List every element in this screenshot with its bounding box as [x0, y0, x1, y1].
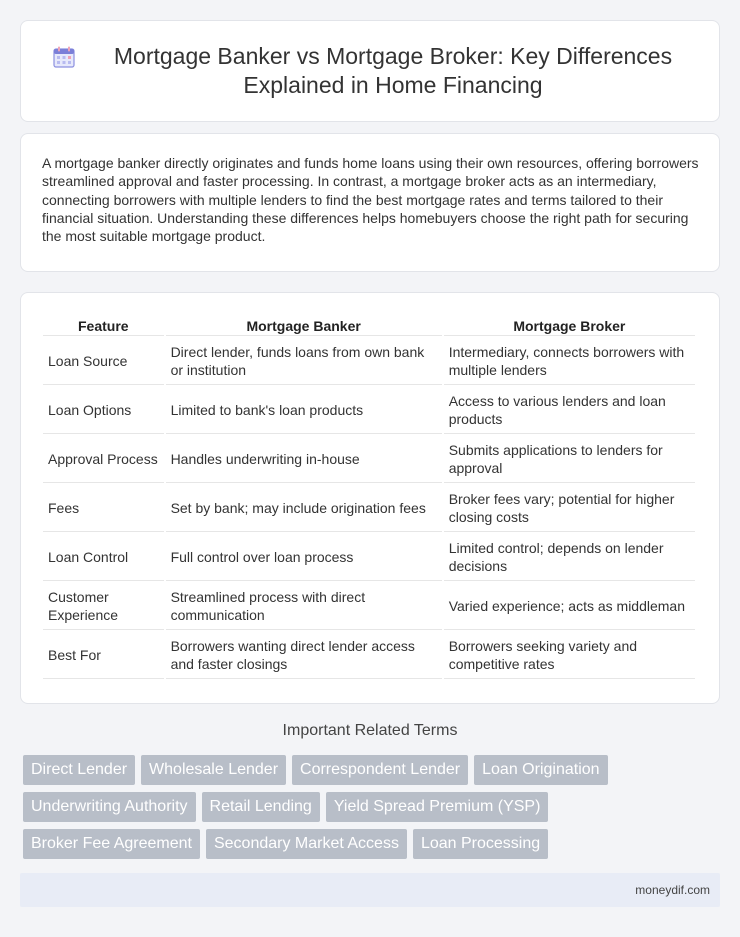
comparison-card [20, 292, 720, 704]
table-row [43, 387, 695, 434]
page-title: Mortgage Banker vs Mortgage Broker: Key Differences Explained in Home Financing [113, 43, 673, 98]
broker-cell: Intermediary, connects borrowers with multiple lenders [444, 338, 695, 385]
intro-paragraph: A mortgage banker directly originates and funds home loans using their own resources, offering borrowers streamlined approval and faster processing. In contrast, a mortgage broker acts as an intermediary, connecting borrowers with multiple lenders to find the best mortgage rates and terms tailored to their financial situation. Understanding these differences helps homebuyers choose the right path for securing the most suitable mortgage product. [42, 155, 699, 245]
banker-cell: Borrowers wanting direct lender access and faster closings [166, 632, 442, 679]
header-mortgage-broker: Mortgage Broker [444, 315, 695, 336]
related-terms-title: Important Related Terms [282, 722, 458, 739]
table-row [43, 534, 695, 581]
title-wrap [52, 42, 688, 100]
banker-cell: Full control over loan process [166, 534, 442, 581]
banker-cell: Direct lender, funds loans from own bank or institution [166, 338, 442, 385]
tag-retail-lending[interactable]: Retail Lending [202, 792, 320, 822]
table-row [43, 485, 695, 532]
feature-cell: Loan Source [43, 338, 164, 385]
feature-cell: Loan Options [43, 387, 164, 434]
feature-cell: Best For [43, 632, 164, 679]
tag-loan-origination[interactable]: Loan Origination [474, 755, 607, 785]
tag-underwriting-authority[interactable]: Underwriting Authority [23, 792, 196, 822]
tag-loan-processing[interactable]: Loan Processing [413, 829, 548, 859]
intro-card [20, 133, 720, 272]
feature-cell: Loan Control [43, 534, 164, 581]
table-row [43, 583, 695, 630]
tag-row [23, 755, 713, 785]
tag-wholesale-lender[interactable]: Wholesale Lender [141, 755, 286, 785]
header-feature: Feature [43, 315, 164, 336]
table-row [43, 632, 695, 679]
broker-cell: Borrowers seeking variety and competitive rates [444, 632, 695, 679]
broker-cell: Limited control; depends on lender decisions [444, 534, 695, 581]
related-terms [23, 755, 713, 866]
tag-broker-fee-agreement[interactable]: Broker Fee Agreement [23, 829, 200, 859]
feature-cell: Fees [43, 485, 164, 532]
tag-correspondent-lender[interactable]: Correspondent Lender [292, 755, 468, 785]
banker-cell: Set by bank; may include origination fees [166, 485, 442, 532]
tag-secondary-market-access[interactable]: Secondary Market Access [206, 829, 407, 859]
broker-cell: Access to various lenders and loan products [444, 387, 695, 434]
tag-direct-lender[interactable]: Direct Lender [23, 755, 135, 785]
footer-site[interactable]: moneydif.com [635, 883, 710, 897]
tag-yield-spread-premium[interactable]: Yield Spread Premium (YSP) [326, 792, 549, 822]
table-row [43, 338, 695, 385]
comparison-table [41, 313, 697, 681]
feature-cell: Customer Experience [43, 583, 164, 630]
banker-cell: Handles underwriting in-house [166, 436, 442, 483]
broker-cell: Submits applications to lenders for approval [444, 436, 695, 483]
broker-cell: Broker fees vary; potential for higher closing costs [444, 485, 695, 532]
footer [20, 873, 720, 907]
banker-cell: Limited to bank's loan products [166, 387, 442, 434]
header-mortgage-banker: Mortgage Banker [166, 315, 442, 336]
banker-cell: Streamlined process with direct communication [166, 583, 442, 630]
tag-row [23, 792, 713, 822]
title-card [20, 20, 720, 122]
table-header-row [43, 315, 695, 336]
tag-row [23, 829, 713, 859]
broker-cell: Varied experience; acts as middleman [444, 583, 695, 630]
table-row [43, 436, 695, 483]
calendar-icon [52, 45, 76, 69]
feature-cell: Approval Process [43, 436, 164, 483]
